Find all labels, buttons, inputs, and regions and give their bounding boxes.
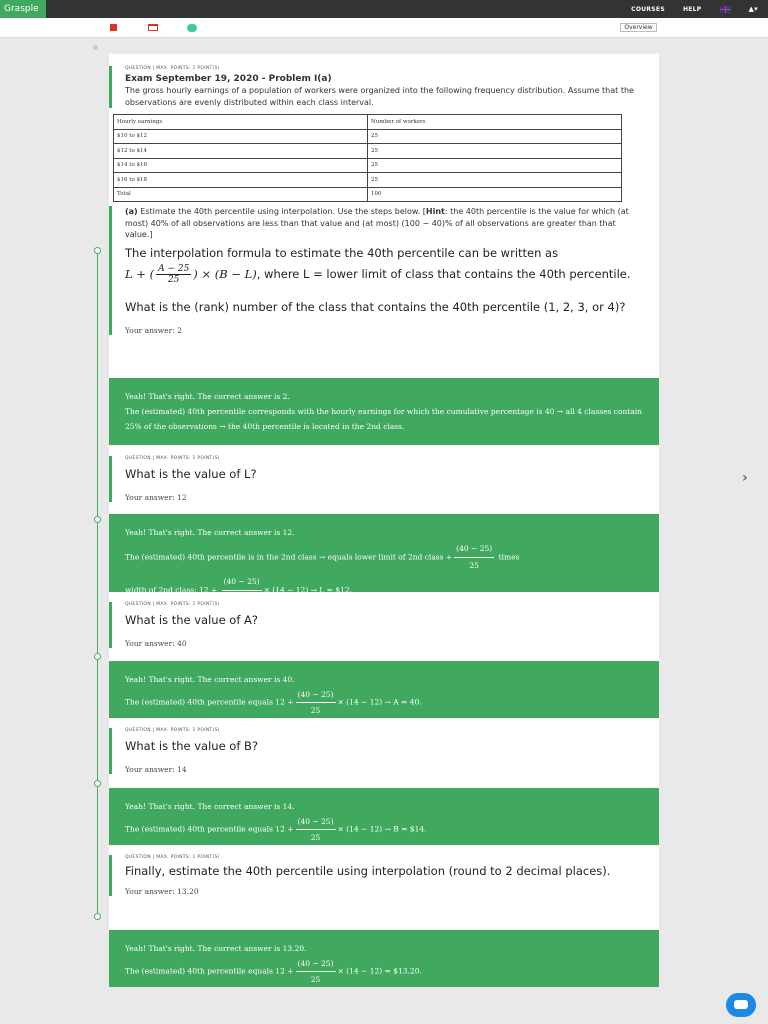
timeline-step-icon[interactable]: [94, 780, 101, 787]
question-3-text: What is the value of A?: [125, 613, 259, 627]
problem-section: [109, 66, 659, 335]
question-4-text: What is the value of B?: [125, 739, 259, 753]
fraction-numerator: (40 − 25): [454, 541, 494, 558]
timeline-step-icon[interactable]: [94, 653, 101, 660]
timeline-step-icon[interactable]: [94, 913, 101, 920]
table-cell: 25: [368, 144, 622, 159]
table-cell: $10 to $12: [114, 129, 368, 144]
feedback-correct: Yeah! That's right. The correct answer is 14.: [125, 802, 295, 811]
fraction-numerator: (40 − 25): [296, 956, 336, 972]
feedback-text: × (14 − 12) = $13.20.: [337, 966, 422, 976]
table-cell: 100: [368, 187, 622, 202]
question-3: [109, 602, 659, 648]
fraction-denominator: 25: [236, 594, 247, 603]
question-5: [109, 855, 659, 896]
fraction-numerator: (40 − 25): [296, 687, 336, 703]
feedback-explanation: [125, 541, 643, 574]
table-header-cell: Hourly earnings: [114, 115, 368, 130]
feedback-5: [109, 930, 659, 987]
question-2-text: What is the value of L?: [125, 467, 257, 481]
table-header-row: [114, 115, 622, 130]
feedback-correct: Yeah! That's right. The correct answer is 2.: [125, 392, 290, 401]
feedback-explanation: The (estimated) 40th percentile corresponds with the hourly earnings for which the cumulative percentage is 40 → all 4 classes contain 25% of the observations → the 40th percentile is located in the 2nd class.: [125, 407, 643, 431]
formula-tail: , where L = lower limit of class that contains the 40th percentile.: [256, 266, 631, 281]
feedback-explanation: [125, 687, 643, 718]
feedback-correct: Yeah! That's right. The correct answer is 13.20.: [125, 944, 307, 953]
courses-link[interactable]: COURSES: [631, 5, 665, 13]
feedback-explanation: [125, 814, 643, 845]
fraction-denominator: 25: [310, 833, 321, 842]
problem-intro: The gross hourly earnings of a population of workers were organized into the following frequency distribution. Assume that the observations are evenly distributed within each class interval.: [125, 86, 634, 107]
feedback-text: × (14 − 12) → A = 40.: [337, 697, 422, 707]
language-flag-icon[interactable]: [720, 6, 731, 13]
table-cell: 25: [368, 173, 622, 188]
table-cell: $12 to $14: [114, 144, 368, 159]
timeline-step-icon[interactable]: [94, 516, 101, 523]
answer-5: Your answer: 13.20: [125, 887, 199, 896]
feedback-text: The (estimated) 40th percentile equals 12 +: [125, 824, 294, 834]
answer-1: Your answer: 2: [125, 326, 182, 335]
chat-icon[interactable]: [726, 993, 756, 1017]
user-icon[interactable]: ▲▾: [748, 5, 758, 13]
help-link[interactable]: HELP: [682, 5, 702, 13]
feedback-2: [109, 514, 659, 603]
table-header-cell: Number of workers: [368, 115, 622, 130]
question-meta: QUESTION | MAX. POINTS: 1 POINT(S): [125, 728, 220, 733]
calendar-icon[interactable]: [148, 24, 158, 31]
question-meta: QUESTION | MAX. POINTS: 1 POINT(S): [125, 456, 220, 461]
table-cell: $16 to $18: [114, 173, 368, 188]
feedback-text: The (estimated) 40th percentile equals 12 +: [125, 697, 294, 707]
feedback-text: × (14 − 12) → B = $14.: [337, 824, 427, 834]
menu-dot-icon[interactable]: [93, 45, 98, 50]
timeline-step-icon[interactable]: [94, 247, 101, 254]
progress-dot-icon[interactable]: [187, 24, 197, 32]
feedback-text: The (estimated) 40th percentile equals 12 +: [125, 966, 294, 976]
timeline-line: [97, 250, 98, 918]
hint-label: Hint: [425, 207, 445, 216]
table-cell: 25: [368, 129, 622, 144]
answer-3: Your answer: 40: [125, 639, 187, 648]
question-meta: QUESTION | MAX. POINTS: 1 POINT(S): [125, 602, 220, 607]
brand-logo[interactable]: Grasple: [0, 0, 46, 18]
feedback-text: width of 2nd class:: [125, 585, 197, 595]
part-a-text: [125, 206, 645, 241]
feedback-explanation: width of 2nd class: 12 + $\frac{(40 - 25)}{25}$ × (14 − 12) → L = $12.: [125, 574, 643, 607]
question-meta: QUESTION | MAX. POINTS: 1 POINT(S): [125, 66, 220, 71]
formula-intro: The interpolation formula to estimate the 40th percentile can be written as: [125, 245, 559, 260]
table-row: [114, 144, 622, 159]
fraction-numerator: A − 25: [158, 264, 190, 274]
question-1-text: What is the (rank) number of the class that contains the 40th percentile (1, 2, 3, or 4)?: [125, 300, 626, 314]
question-4: [109, 728, 659, 774]
fraction-denominator: 25: [167, 275, 180, 285]
feedback-text: The (estimated) 40th percentile is in the 2nd class → equals lower limit of 2nd class +: [125, 552, 453, 562]
feedback-correct: Yeah! That's right. The correct answer is 40.: [125, 675, 295, 684]
exercise-card: [109, 54, 659, 987]
answer-4: Your answer: 14: [125, 765, 187, 774]
table-cell: 25: [368, 158, 622, 173]
feedback-3: [109, 661, 659, 718]
question-meta: QUESTION | MAX. POINTS: 1 POINT(S): [125, 855, 220, 860]
hint-text: : the 40th percentile is the value for which (at most) 40% of all observations are less than that value and (at most) (100 − 40)% of all observations are greater than that value.]: [125, 207, 629, 239]
table-cell: $14 to $16: [114, 158, 368, 173]
question-5-text: Finally, estimate the 40th percentile using interpolation (round to 2 decimal places).: [125, 864, 611, 878]
part-a-instruction: Estimate the 40th percentile using interpolation. Use the steps below. [: [137, 207, 426, 216]
fraction-denominator: 25: [310, 975, 321, 984]
question-2: [109, 456, 659, 502]
fraction-numerator: (40 − 25): [296, 814, 336, 830]
formula-expression: L + ( $\frac{A - 25}{25}$ ) × (B − L): [125, 264, 257, 285]
table-row: [114, 158, 622, 173]
feedback-4: [109, 788, 659, 845]
top-navbar: [0, 0, 768, 18]
feedback-explanation: [125, 956, 643, 987]
table-cell: Total: [114, 187, 368, 202]
frequency-table: [113, 114, 622, 202]
bookmark-icon[interactable]: [110, 24, 117, 31]
top-nav-links: [631, 0, 758, 18]
fraction-numerator: (40 − 25): [222, 574, 262, 591]
feedback-1: [109, 378, 659, 445]
fraction-denominator: 25: [310, 706, 321, 715]
fraction-denominator: 25: [469, 561, 479, 570]
problem-title: Exam September 19, 2020 - Problem I(a): [125, 74, 332, 84]
part-label: (a): [125, 207, 138, 216]
table-row: [114, 187, 622, 202]
feedback-correct: Yeah! That's right. The correct answer is 12.: [125, 528, 295, 537]
table-row: [114, 129, 622, 144]
overview-button[interactable]: Overview: [620, 23, 657, 32]
feedback-text: times: [498, 552, 520, 562]
feedback-text: × (14 − 12) → L = $12.: [263, 585, 353, 595]
table-row: [114, 173, 622, 188]
answer-2: Your answer: 12: [125, 493, 187, 502]
next-chevron-icon[interactable]: ›: [742, 470, 748, 486]
formula-line: [125, 264, 645, 286]
